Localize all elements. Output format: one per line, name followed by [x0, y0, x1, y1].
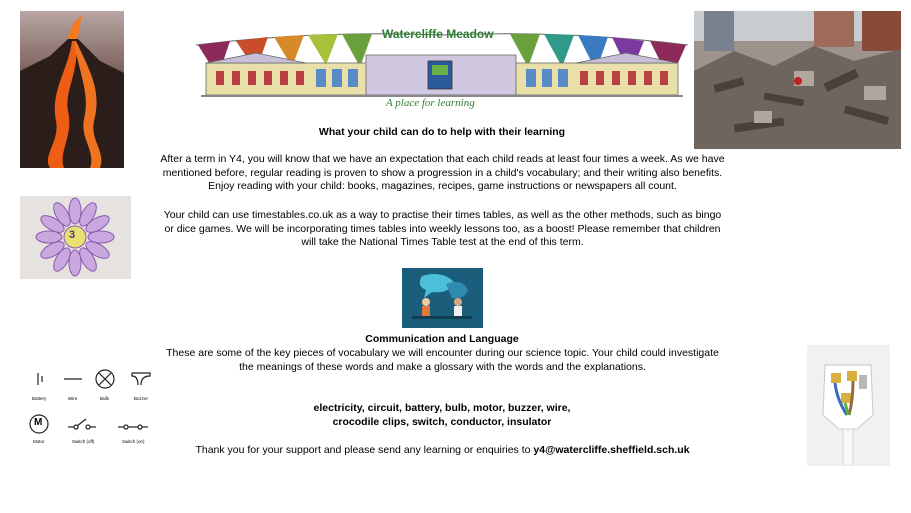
- thanks-line: [120, 444, 765, 458]
- paragraph-line: the meanings of these words and make a glossary with the words and the explanations.: [239, 360, 646, 373]
- reading-paragraph: [120, 153, 765, 194]
- paragraph-line: These are some of the key pieces of vocabulary we will encounter during our science topic. Your child could investigate: [166, 347, 719, 359]
- communication-heading: Communication and Language: [365, 333, 519, 345]
- plug-image: [807, 345, 890, 466]
- school-banner: [196, 15, 688, 115]
- paragraph-line: will take the National Times Table test at the end of this term.: [301, 236, 584, 248]
- vocabulary-line: crocodile clips, switch, conductor, insulator: [332, 415, 552, 428]
- paragraph-line: mentioned before, regular reading is proven to show a progression in a child's vocabulary; and their writing also benefits.: [162, 166, 723, 179]
- switch-off-label: Switch (off): [72, 439, 95, 444]
- school-name: Watercliffe Meadow: [382, 27, 494, 41]
- buzzer-label: Buzzer: [134, 396, 149, 401]
- paragraph-line: Enjoy reading with your child: books, magazines, recipes, game instructions or newspapers all count.: [208, 180, 677, 192]
- times-table-flower-image: [20, 196, 131, 279]
- thanks-text: Thank you for your support and please send any learning or enquiries to: [195, 444, 534, 456]
- contact-email[interactable]: y4@watercliffe.sheffield.sch.uk: [533, 444, 690, 456]
- flower-center-number: 3: [69, 229, 76, 241]
- bulb-label: Bulb: [100, 396, 110, 401]
- paragraph-line: Your child can use timestables.co.uk as a way to practise their times tables, as well as the other methods, such as bingo: [163, 209, 722, 221]
- motor-label: Motor: [33, 439, 45, 444]
- volcano-image: [20, 11, 124, 168]
- vocabulary-line: electricity, circuit, battery, bulb, motor, buzzer, wire,: [313, 402, 571, 414]
- switch-on-label: Switch (on): [122, 439, 145, 444]
- battery-label: Battery: [32, 396, 47, 401]
- communication-image: [402, 268, 483, 328]
- page-heading: What your child can do to help with their learning: [318, 126, 566, 138]
- circuit-symbols-diagram: [26, 365, 156, 450]
- paragraph-line: After a term in Y4, you will know that we have an expectation that each child reads at least four times a week. As we have: [160, 153, 725, 165]
- times-tables-paragraph: [120, 209, 765, 250]
- rubble-image: [694, 11, 901, 149]
- wire-label: Wire: [68, 396, 78, 401]
- vocabulary-paragraph: [120, 347, 765, 374]
- motor-letter: M: [34, 417, 43, 428]
- vocabulary-list: [196, 402, 688, 429]
- paragraph-line: or dice games. We will be incorporating times tables into weekly lessons too, as a boost! Please remember that children: [164, 222, 721, 235]
- school-tagline: A place for learning: [386, 97, 475, 109]
